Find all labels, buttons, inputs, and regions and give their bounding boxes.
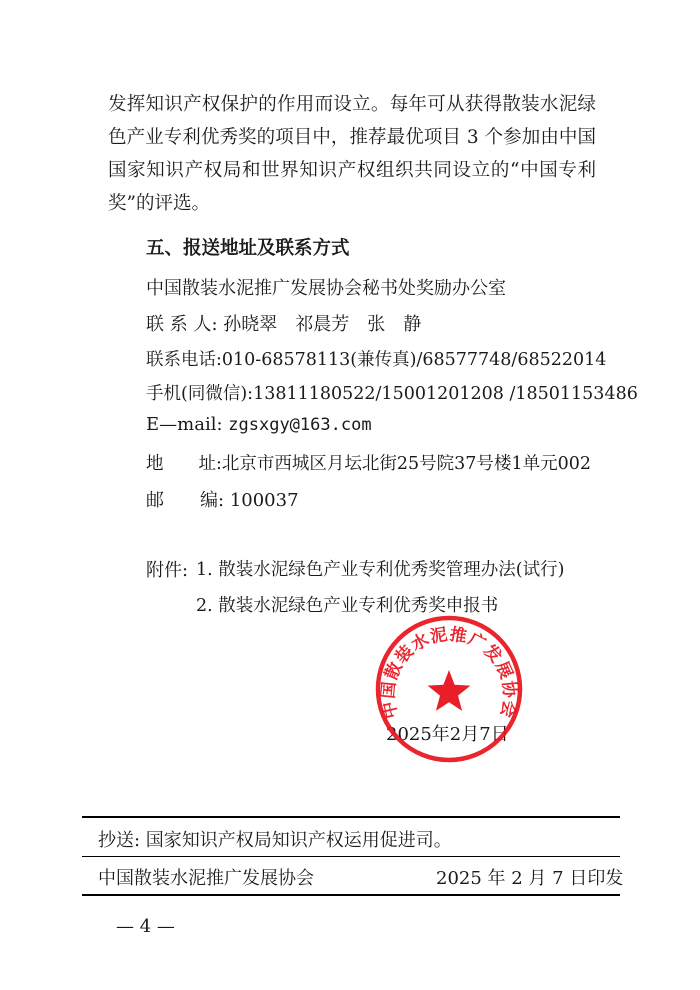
cc-line: 抄送: 国家知识产权局知识产权运用促进司。	[98, 830, 452, 851]
footer-bottom-rule	[82, 894, 620, 896]
section-heading: 五、报送地址及联系方式	[146, 238, 350, 259]
contact-postcode-row	[146, 486, 299, 512]
page-number: — 4 —	[116, 916, 175, 937]
contact-value: 北京市西城区月坛北街25号院37号楼1单元002	[221, 454, 591, 474]
contact-label: 手机(同微信):	[146, 384, 254, 404]
official-seal-icon	[374, 614, 524, 764]
issue-date: 2025 年 2 月 7 日印发	[436, 868, 624, 889]
signature-date: 2025年2月7日	[386, 724, 509, 745]
contact-person-row	[146, 310, 421, 336]
contact-value: 010-68578113(兼传真)/68577748/68522014	[221, 350, 607, 370]
contact-label: 邮 编:	[146, 490, 225, 511]
contact-email: zgsxgy@163.com	[228, 415, 372, 435]
contact-value: 13811180522/15001201208 /18501153486	[253, 384, 638, 404]
office-name: 中国散装水泥推广发展协会秘书处奖励办公室	[146, 278, 506, 299]
contact-phone-row	[146, 346, 606, 371]
contact-address-row	[146, 450, 591, 475]
contact-label: 联 系 人:	[146, 314, 218, 335]
attachments-label: 附件:	[146, 560, 189, 581]
attachment-item: 2. 散装水泥绿色产业专利优秀奖申报书	[196, 596, 499, 616]
contact-mobile-row	[146, 380, 638, 405]
footer-top-rule	[82, 816, 620, 818]
issuer-name: 中国散装水泥推广发展协会	[98, 868, 314, 889]
footer-middle-rule	[82, 856, 620, 857]
body-paragraph: 发挥知识产权保护的作用而设立。每年可从获得散装水泥绿色产业专利优秀奖的项目中，推荐最优项目 3 个参加由中国国家知识产权局和世界知识产权组织共同设立的“中国专利奖”的评选。	[108, 94, 596, 214]
contact-email-row	[146, 414, 372, 435]
contact-label: 地 址:	[146, 454, 222, 474]
attachment-item: 1. 散装水泥绿色产业专利优秀奖管理办法(试行)	[196, 560, 565, 580]
contact-label: 联系电话:	[146, 350, 222, 370]
seal-text: 中国散装水泥推广发展协会	[378, 624, 520, 721]
contact-label: E—mail:	[146, 414, 223, 435]
contact-value: 100037	[229, 490, 299, 511]
contact-value: 孙晓翠 祁晨芳 张 静	[223, 314, 422, 335]
